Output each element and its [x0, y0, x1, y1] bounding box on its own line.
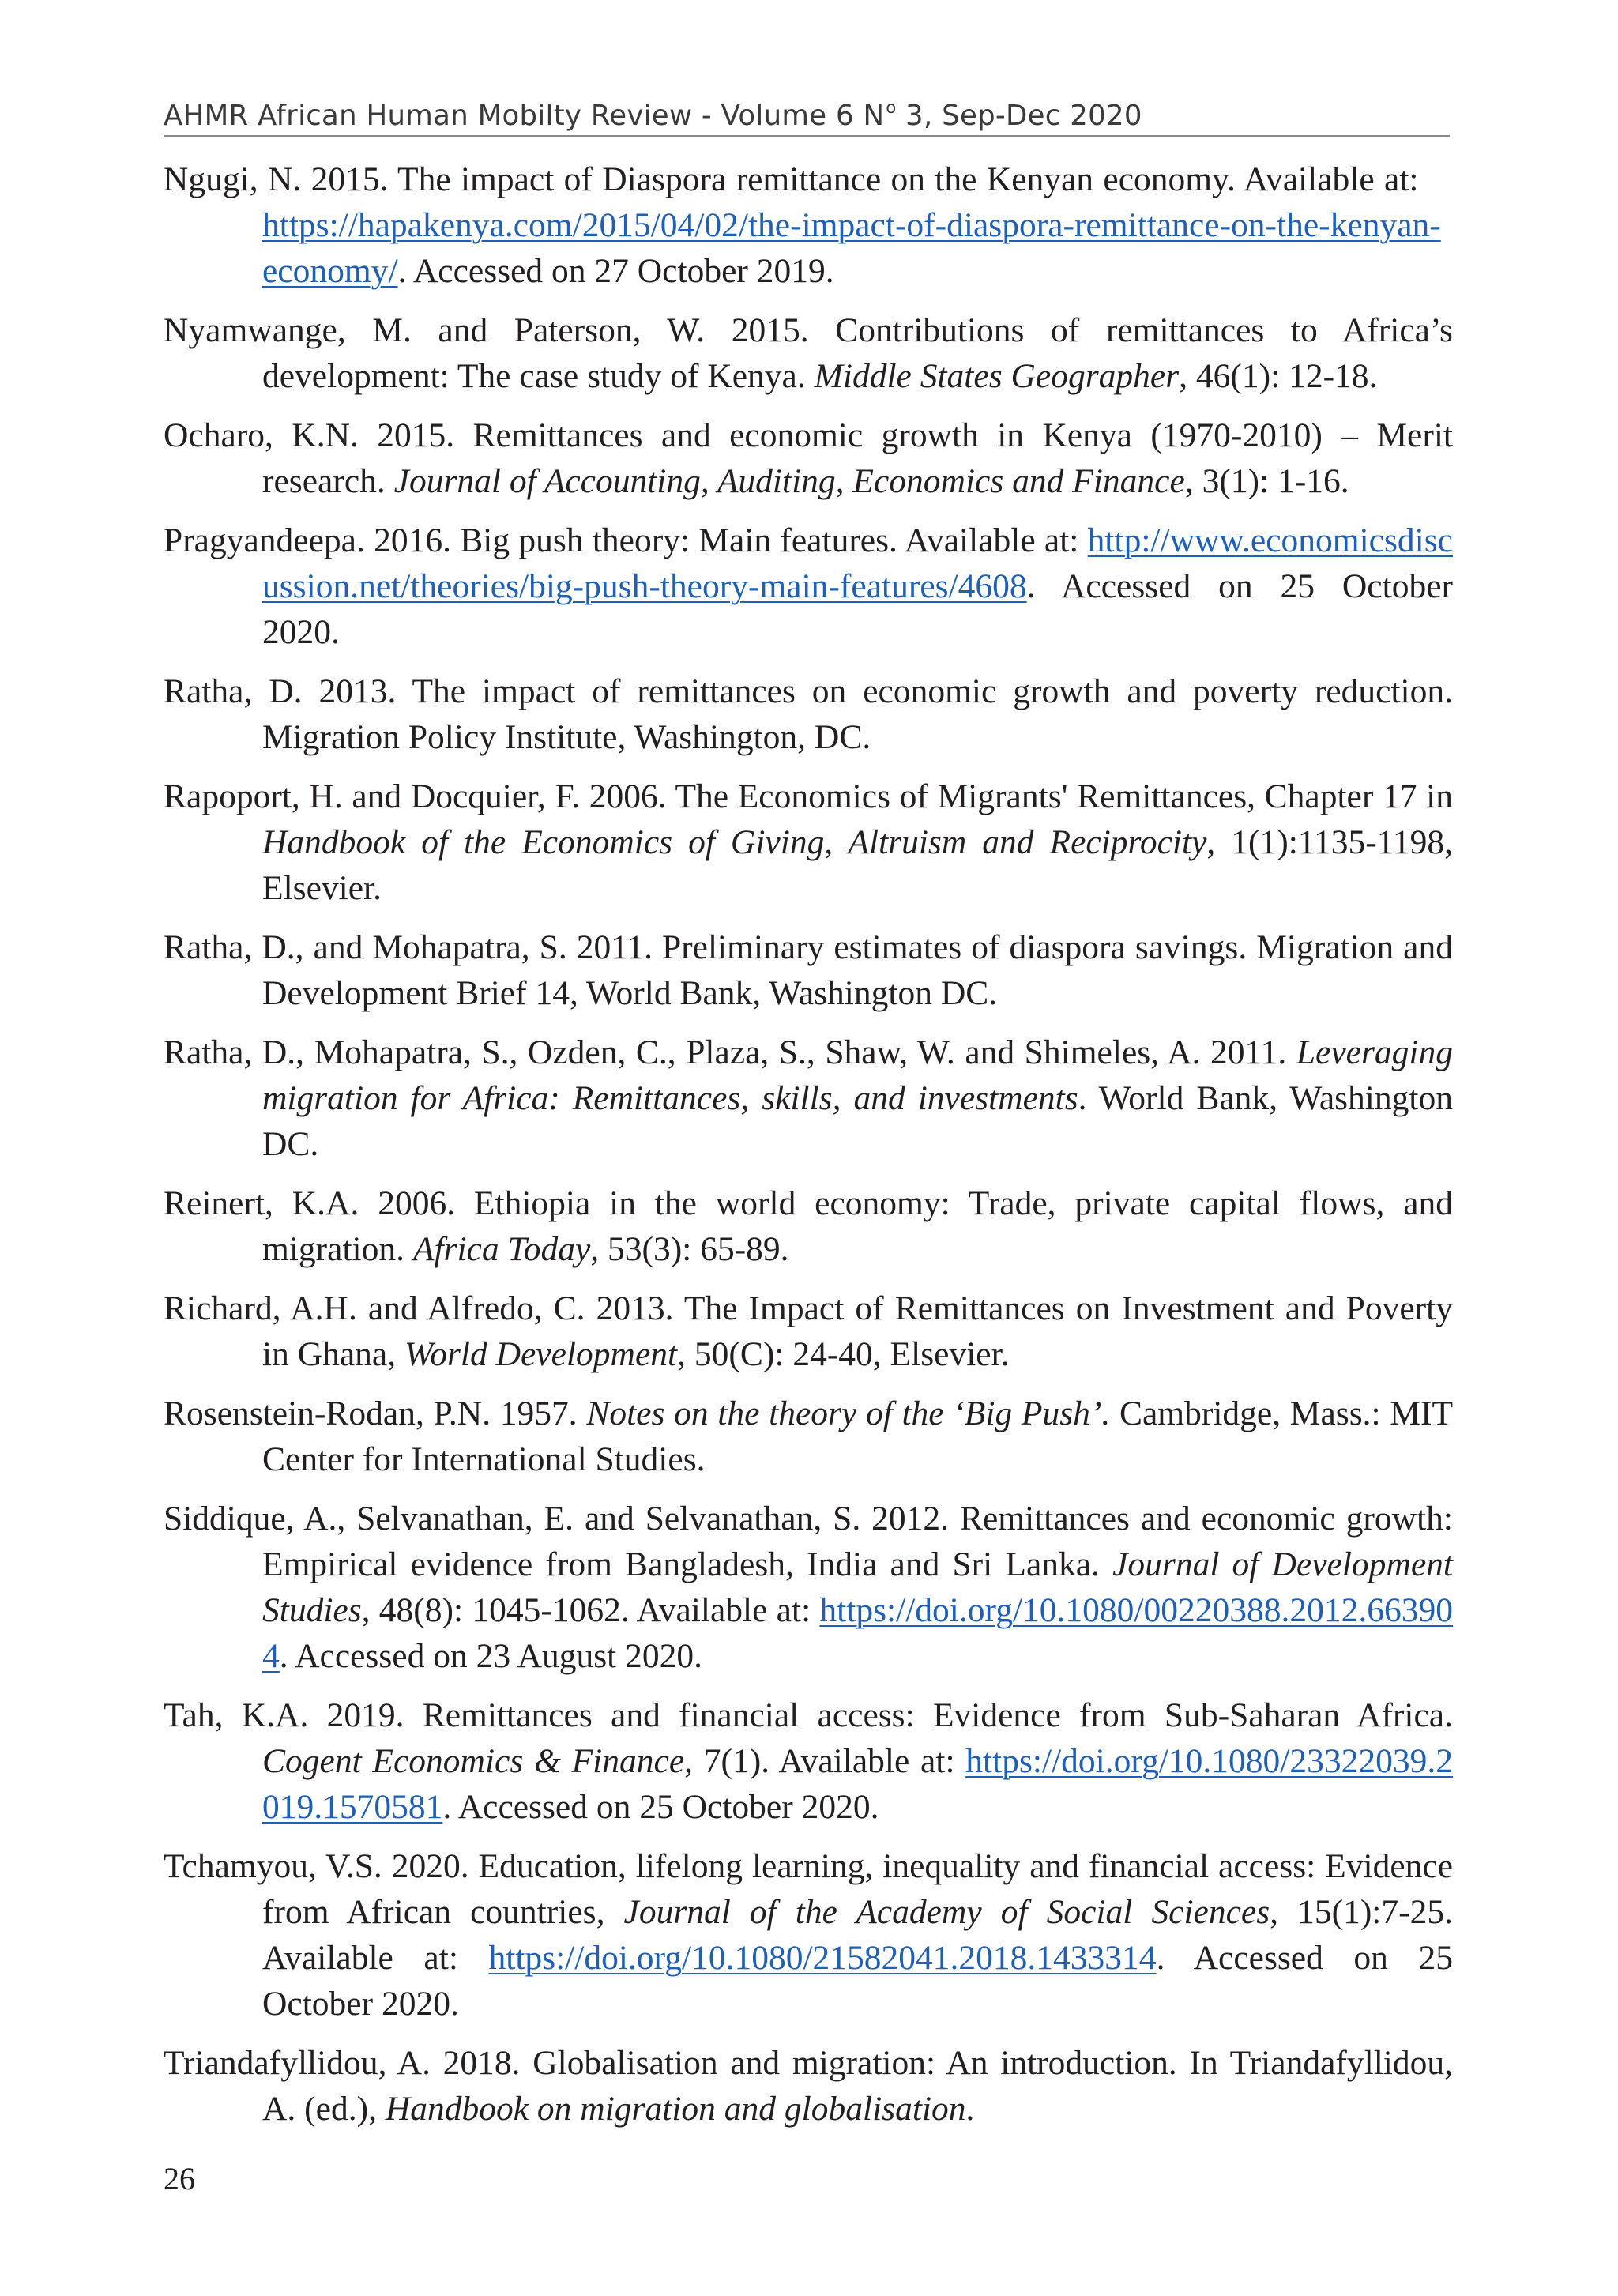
reference-tah-2019	[164, 1692, 1453, 1830]
ref-source-title: Notes on the theory of the ‘Big Push’.	[586, 1395, 1111, 1432]
ref-text: Siddique, A., Selvanathan, E. and Selvanathan, S. 2012. Remittances and economic growth: Empirical evidence from Bangladesh, India and Sri Lanka.	[164, 1500, 1453, 1583]
ref-details: .	[965, 2090, 975, 2128]
ref-text: Ocharo, K.N. 2015. Remittances and economic growth in Kenya (1970-2010) – Merit research.	[164, 416, 1453, 500]
number-sign: o	[886, 98, 897, 117]
ref-text: Ratha, D. 2013. The impact of remittances on economic growth and poverty reduction. Migration Policy Institute, Washington, DC.	[164, 672, 1453, 756]
ref-details: , 1(1):1135-1198, Elsevier.	[262, 823, 1453, 907]
reference-pragyandeepa-2016	[164, 518, 1453, 655]
ref-link[interactable]: https://doi.org/10.1080/00220388.2012.663904	[262, 1591, 1453, 1675]
reference-ratha-2013	[164, 668, 1453, 760]
issue-info: 3, Sep-Dec 2020	[896, 100, 1142, 132]
reference-ratha-mohapatra-2011	[164, 924, 1453, 1016]
reference-triandafyllidou-2018	[164, 2040, 1453, 2132]
reference-rapoport-2006	[164, 773, 1453, 911]
reference-siddique-2012	[164, 1496, 1453, 1679]
reference-ocharo-2015	[164, 412, 1453, 504]
ref-source-title: World Development	[404, 1335, 678, 1373]
ref-source-title: Leveraging migration for Africa: Remittances, skills, and investments	[262, 1033, 1453, 1117]
reference-richard-2013	[164, 1285, 1453, 1377]
ref-text: Rapoport, H. and Docquier, F. 2006. The Economics of Migrants' Remittances, Chapter 17 in	[164, 777, 1453, 815]
ref-details: , 7(1). Available at:	[684, 1742, 966, 1780]
ref-link[interactable]: https://doi.org/10.1080/23322039.2019.1570581	[262, 1742, 1453, 1826]
ref-link[interactable]: https://doi.org/10.1080/21582041.2018.1433314	[488, 1939, 1157, 1977]
reference-rosenstein-rodan-1957	[164, 1391, 1453, 1482]
ref-details: , 3(1): 1-16.	[1184, 462, 1349, 500]
ref-link[interactable]: https://hapakenya.com/2015/04/02/the-impact-of-diaspora-remittance-on-the-kenyan-economy/	[262, 206, 1441, 290]
ref-tail: . Accessed on 23 August 2020.	[279, 1637, 703, 1675]
ref-text: Ratha, D., and Mohapatra, S. 2011. Preliminary estimates of diaspora savings. Migration and Development Brief 14, World Bank, Washington DC.	[164, 928, 1453, 1012]
ref-source-title: Handbook on migration and globalisation	[385, 2090, 966, 2128]
ref-tail: . Accessed on 25 October 2020.	[262, 567, 1453, 651]
ref-link[interactable]: http://www.economicsdiscussion.net/theories/big-push-theory-main-features/4608	[262, 521, 1453, 605]
ref-text: Tchamyou, V.S. 2020. Education, lifelong learning, inequality and financial access: Evidence from African countries,	[164, 1847, 1453, 1931]
reference-tchamyou-2020	[164, 1843, 1453, 2027]
ref-text: Tah, K.A. 2019. Remittances and financial access: Evidence from Sub-Saharan Africa.	[164, 1696, 1453, 1734]
ref-source-title: Journal of the Academy of Social Sciences	[623, 1893, 1270, 1931]
page-number: 26	[164, 2161, 195, 2196]
reference-nyamwange-2015	[164, 307, 1453, 399]
reference-list	[164, 156, 1453, 2145]
reference-ratha-et-al-2011	[164, 1029, 1453, 1167]
ref-source-title: Handbook of the Economics of Giving, Altruism and Reciprocity	[262, 823, 1207, 861]
ref-text: Richard, A.H. and Alfredo, C. 2013. The Impact of Remittances on Investment and Poverty in Ghana,	[164, 1289, 1453, 1373]
ref-details: , 15(1):7-25. Available at:	[262, 1893, 1453, 1977]
ref-text: Reinert, K.A. 2006. Ethiopia in the world economy: Trade, private capital flows, and migration.	[164, 1184, 1453, 1268]
ref-text: Nyamwange, M. and Paterson, W. 2015. Contributions of remittances to Africa’s development: The case study of Kenya.	[164, 311, 1453, 395]
ref-source-title: Middle States Geographer	[814, 357, 1180, 395]
ref-details: , 48(8): 1045-1062. Available at:	[361, 1591, 820, 1629]
ref-source-title: Journal of Development Studies	[262, 1545, 1453, 1629]
ref-source-title: Cogent Economics & Finance	[262, 1742, 685, 1780]
ref-details: , 53(3): 65-89.	[590, 1230, 789, 1268]
ref-details: Cambridge, Mass.: MIT Center for International Studies.	[262, 1395, 1454, 1478]
ref-tail: . Accessed on 25 October 2020.	[262, 1939, 1453, 2023]
ref-text: Triandafyllidou, A. 2018. Globalisation and migration: An introduction. In Triandafyllidou, A. (ed.),	[164, 2044, 1453, 2128]
ref-text: Ratha, D., Mohapatra, S., Ozden, C., Plaza, S., Shaw, W. and Shimeles, A. 2011.	[164, 1033, 1296, 1071]
reference-reinert-2006	[164, 1180, 1453, 1272]
ref-details: . World Bank, Washington DC.	[262, 1079, 1453, 1163]
journal-title: AHMR African Human Mobilty Review - Volume 6 N	[164, 100, 885, 132]
ref-details: , 50(C): 24-40, Elsevier.	[677, 1335, 1010, 1373]
ref-text: Pragyandeepa. 2016. Big push theory: Main features. Available at:	[164, 521, 1088, 559]
ref-text: Rosenstein-Rodan, P.N. 1957.	[164, 1395, 587, 1432]
ref-source-title: Journal of Accounting, Auditing, Economics and Finance	[393, 462, 1185, 500]
ref-tail: . Accessed on 27 October 2019.	[397, 252, 834, 290]
ref-details: , 46(1): 12-18.	[1179, 357, 1378, 395]
ref-tail: . Accessed on 25 October 2020.	[442, 1788, 879, 1826]
reference-ngugi-2015	[164, 156, 1453, 294]
ref-text: Ngugi, N. 2015. The impact of Diaspora remittance on the Kenyan economy. Available at:	[164, 160, 1453, 198]
running-header	[164, 98, 1450, 137]
ref-source-title: Africa Today	[412, 1230, 591, 1268]
